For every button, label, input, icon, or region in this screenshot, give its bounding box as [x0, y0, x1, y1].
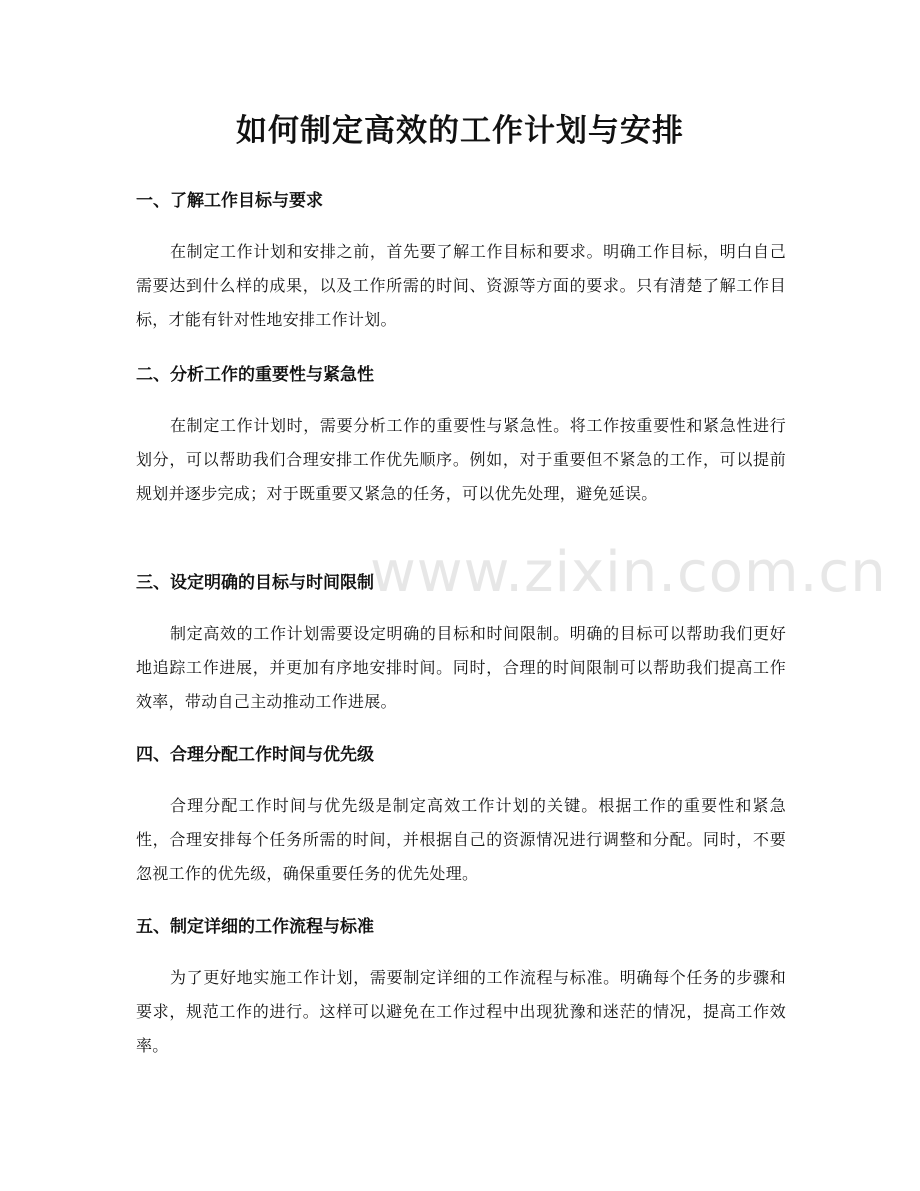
document-title: 如何制定高效的工作计划与安排: [236, 113, 684, 149]
section-2: [136, 363, 786, 511]
section-heading: 四、合理分配工作时间与优先级: [136, 745, 374, 765]
section-heading: 二、分析工作的重要性与紧急性: [136, 365, 374, 385]
section-5: [136, 915, 786, 1063]
section-paragraph: 在制定工作计划和安排之前，首先要了解工作目标和要求。明确工作目标，明白自己需要达到什么样的成果，以及工作所需的时间、资源等方面的要求。只有清楚了解工作目标，才能有针对性地安排工作计划。: [136, 242, 786, 329]
section-paragraph: 为了更好地实施工作计划，需要制定详细的工作流程与标准。明确每个任务的步骤和要求，规范工作的进行。这样可以避免在工作过程中出现犹豫和迷茫的情况，提高工作效率。: [136, 968, 786, 1055]
section-heading: 五、制定详细的工作流程与标准: [136, 917, 374, 937]
section-heading: 三、设定明确的目标与时间限制: [136, 573, 374, 593]
section-4: [136, 743, 786, 891]
watermark: www.zixin.com.cn: [370, 540, 887, 605]
section-paragraph: 在制定工作计划时，需要分析工作的重要性与紧急性。将工作按重要性和紧急性进行划分，可以帮助我们合理安排工作优先顺序。例如，对于重要但不紧急的工作，可以提前规划并逐步完成；对于既重要又紧急的任务，可以优先处理，避免延误。: [136, 416, 786, 503]
section-1: [136, 189, 786, 337]
section-heading: 一、了解工作目标与要求: [136, 191, 323, 211]
section-paragraph: 合理分配工作时间与优先级是制定高效工作计划的关键。根据工作的重要性和紧急性，合理安排每个任务所需的时间，并根据自己的资源情况进行调整和分配。同时，不要忽视工作的优先级，确保重要任务的优先处理。: [136, 796, 786, 883]
section-paragraph: 制定高效的工作计划需要设定明确的目标和时间限制。明确的目标可以帮助我们更好地追踪工作进展，并更加有序地安排时间。同时，合理的时间限制可以帮助我们提高工作效率，带动自己主动推动工作进展。: [136, 624, 786, 711]
section-3: [136, 571, 786, 719]
